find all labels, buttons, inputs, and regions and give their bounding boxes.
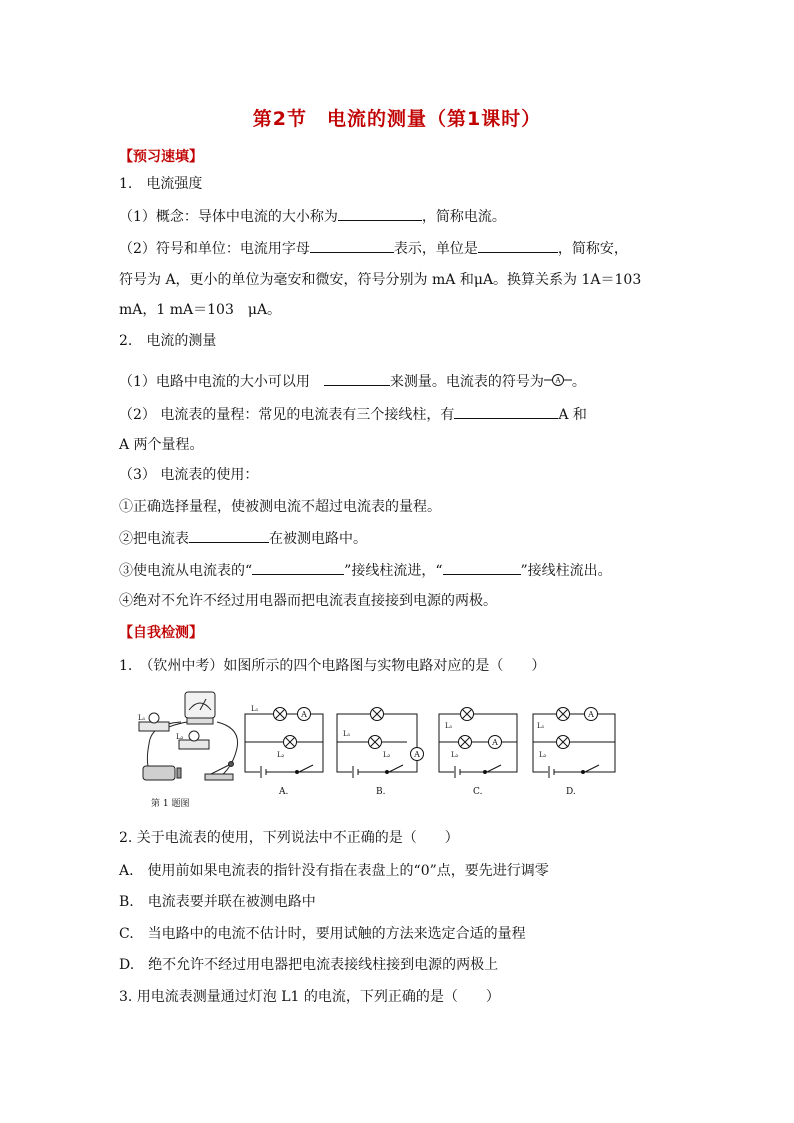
question-2-option-a: A. 使用前如果电流表的指针没有指在表盘上的“0”点，要先进行调零 <box>119 863 549 879</box>
answer-blank[interactable] <box>324 371 390 386</box>
rule-1: ①正确选择量程，使被测电流不超过电流表的量程。 <box>119 499 441 515</box>
concept-text-a: （1）概念：导体中电流的大小称为 <box>119 209 338 225</box>
answer-blank[interactable] <box>478 238 558 253</box>
rule-2 <box>119 528 367 549</box>
rule-3-text-a: ③使电流从电流表的“ <box>119 563 253 579</box>
lamp-label-l1: L₁ <box>445 722 453 730</box>
answer-blank[interactable] <box>338 206 422 221</box>
symbol-text-c: ，简称安， <box>557 241 628 257</box>
rule-2-text-a: ②把电流表 <box>119 531 189 547</box>
lamp-label-l2: L₂ <box>539 751 547 759</box>
section-heading-selfcheck: 【自我检测】 <box>119 625 203 641</box>
circuit-diagram-a <box>245 708 323 781</box>
range-text-b: A 和 <box>558 407 587 423</box>
range-line <box>119 404 587 425</box>
ammeter-label: A <box>301 710 307 719</box>
concept-line <box>119 206 506 227</box>
measure-text-a: （1）电路中电流的大小可以用 <box>119 374 324 390</box>
circuit-diagram-c <box>439 708 517 781</box>
figure-caption: 第 1 题图 <box>151 799 190 809</box>
range-text-a: （2） 电流表的量程：常见的电流表有三个接线柱，有 <box>119 407 455 423</box>
ammeter-label: A <box>492 738 498 747</box>
item-1-heading: 1. 电流强度 <box>119 176 203 192</box>
option-label-b: B. <box>376 787 386 797</box>
question-1: 1. （钦州中考）如图所示的四个电路图与实物电路对应的是（ ） <box>119 658 546 674</box>
measure-text-b: 来测量。电流表的符号为 <box>389 374 544 390</box>
rule-3 <box>119 560 612 581</box>
circuit-diagram-d <box>533 708 615 781</box>
page-title: 第2节 电流的测量（第1课时） <box>252 108 542 130</box>
rule-3-text-c: ”接线柱流出。 <box>520 563 612 579</box>
option-label-c: C. <box>473 787 483 797</box>
use-heading: （3） 电流表的使用： <box>119 467 259 483</box>
physical-circuit-sketch <box>139 692 238 780</box>
option-label-a: A. <box>279 787 289 797</box>
answer-blank[interactable] <box>310 238 394 253</box>
lamp-label-l1: L₁ <box>537 722 545 730</box>
lamp-label-l1: L₁ <box>251 705 259 713</box>
measure-text-c: 。 <box>571 374 586 390</box>
lamp-label-l2: L₂ <box>451 751 459 759</box>
measure-line <box>119 371 586 392</box>
sketch-label-l1: L₁ <box>138 714 146 722</box>
lamp-label-l1: L₁ <box>343 730 351 738</box>
item-2-heading: 2. 电流的测量 <box>119 333 217 349</box>
option-label-d: D. <box>566 787 576 797</box>
question-1-figure <box>121 684 621 810</box>
concept-text-b: ，简称电流。 <box>421 209 506 225</box>
answer-blank[interactable] <box>252 560 344 575</box>
symbol-line <box>119 238 628 259</box>
sketch-label-l2: L₂ <box>176 733 184 741</box>
question-2-option-d: D. 绝不允许不经过用电器把电流表接线柱接到电源的两极上 <box>119 957 499 973</box>
question-2-option-b: B. 电流表要并联在被测电路中 <box>119 894 316 910</box>
rule-4: ④绝对不允许不经过用电器而把电流表直接接到电源的两极。 <box>119 593 497 609</box>
units-line-2: mA，1 mA＝103 μA。 <box>119 302 282 318</box>
lamp-label-l2: L₂ <box>277 751 285 759</box>
question-2-option-c: C. 当电路中的电流不估计时，要用试触的方法来选定合适的量程 <box>119 926 526 942</box>
rule-2-text-b: 在被测电路中。 <box>269 531 367 547</box>
answer-blank[interactable] <box>443 560 521 575</box>
symbol-text-b: 表示，单位是 <box>393 241 478 257</box>
circuit-diagram-b <box>337 708 424 781</box>
ammeter-symbol-icon <box>544 374 572 390</box>
rule-3-text-b: ”接线柱流进，“ <box>344 563 443 579</box>
section-heading-preview: 【预习速填】 <box>119 149 203 165</box>
answer-blank[interactable] <box>189 528 269 543</box>
range-line-2: A 两个量程。 <box>119 437 204 453</box>
units-line: 符号为 A，更小的单位为毫安和微安，符号分别为 mA 和μA。换算关系为 1A＝103 <box>119 272 642 288</box>
ammeter-label: A <box>588 710 594 719</box>
question-3: 3. 用电流表测量通过灯泡 L1 的电流，下列正确的是（ ） <box>119 989 500 1005</box>
lamp-label-l2: L₂ <box>383 751 391 759</box>
question-2: 2. 关于电流表的使用，下列说法中不正确的是（ ） <box>119 830 459 846</box>
svg-text:A: A <box>555 376 561 385</box>
ammeter-label: A <box>414 750 420 759</box>
symbol-text-a: （2）符号和单位：电流用字母 <box>119 241 310 257</box>
answer-blank[interactable] <box>454 404 558 419</box>
